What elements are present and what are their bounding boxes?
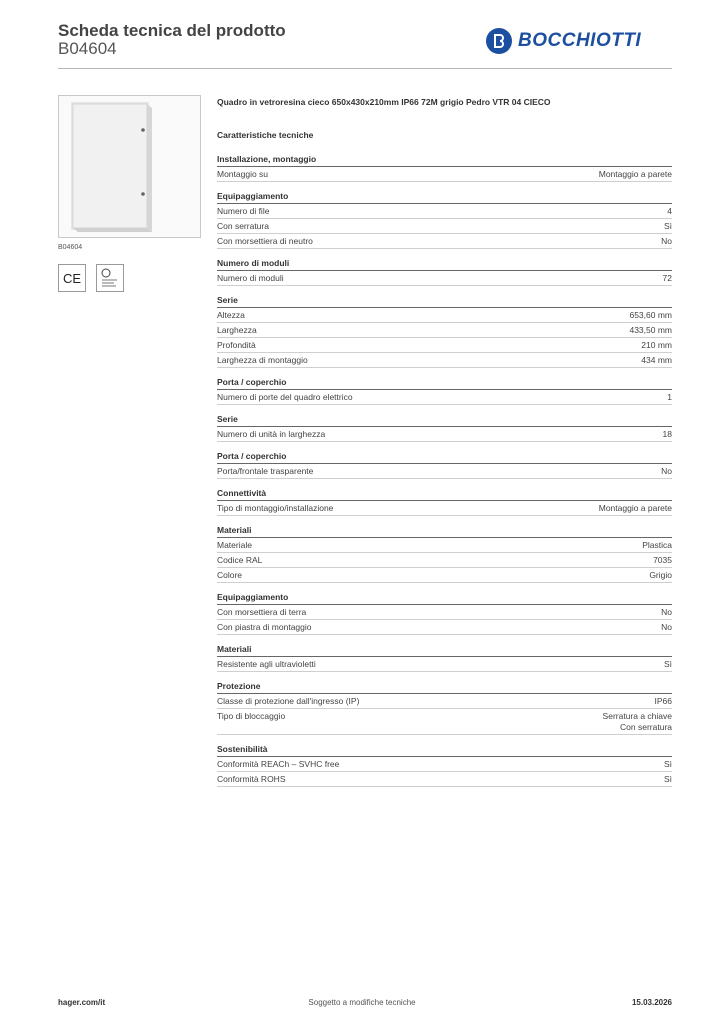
spec-group [217, 377, 672, 405]
spec-value: 653,60 mm [629, 309, 672, 320]
spec-group [217, 191, 672, 249]
product-code: B04604 [58, 39, 117, 58]
spec-value: Sì [663, 220, 672, 231]
spec-row [217, 204, 672, 219]
spec-row [217, 308, 672, 323]
spec-value: 1 [667, 391, 672, 402]
spec-row [217, 605, 672, 620]
spec-value: 210 mm [641, 339, 672, 350]
spec-group-title: Protezione [217, 681, 672, 694]
spec-label: Numero di moduli [217, 272, 284, 283]
spec-row [217, 568, 672, 583]
brand-logo-text: BOCCHIOTTI [518, 30, 642, 51]
spec-value: Sì [663, 773, 672, 784]
ce-mark-text: CE [62, 271, 82, 286]
spec-value: Serratura a chiave Con serratura [602, 710, 672, 732]
spec-row [217, 538, 672, 553]
spec-row [217, 501, 672, 516]
spec-label: Profondità [217, 339, 256, 350]
spec-value: Montaggio a parete [598, 168, 672, 179]
spec-value: Montaggio a parete [598, 502, 672, 513]
spec-row [217, 553, 672, 568]
spec-group-title: Materiali [217, 644, 672, 657]
spec-label: Larghezza [217, 324, 257, 335]
spec-group [217, 644, 672, 672]
spec-label: Numero di file [217, 205, 270, 216]
spec-group [217, 451, 672, 479]
spec-row [217, 338, 672, 353]
spec-value: Grigio [649, 569, 672, 580]
spec-group [217, 295, 672, 368]
spec-row [217, 427, 672, 442]
spec-value: 18 [662, 428, 672, 439]
spec-value: 72 [662, 272, 672, 283]
spec-row [217, 271, 672, 286]
certification-icon [96, 264, 124, 292]
spec-label: Numero di unità in larghezza [217, 428, 326, 439]
spec-label: Altezza [217, 309, 245, 320]
brand-logo-icon [486, 28, 512, 54]
spec-label: Colore [217, 569, 243, 580]
spec-value: No [661, 465, 672, 476]
spec-label: Con morsettiera di terra [217, 606, 307, 617]
spec-group [217, 258, 672, 286]
header-divider [58, 68, 672, 69]
spec-row [217, 620, 672, 635]
spec-group [217, 525, 672, 583]
spec-group-title: Installazione, montaggio [217, 154, 672, 167]
spec-value: 4 [667, 205, 672, 216]
spec-label: Montaggio su [217, 168, 269, 179]
spec-value: 433,50 mm [629, 324, 672, 335]
spec-label: Con piastra di montaggio [217, 621, 312, 632]
spec-group [217, 154, 672, 182]
spec-label: Larghezza di montaggio [217, 354, 308, 365]
spec-group-title: Connettività [217, 488, 672, 501]
spec-label: Numero di porte del quadro elettrico [217, 391, 353, 402]
spec-group-title: Numero di moduli [217, 258, 672, 271]
spec-label: Conformità ROHS [217, 773, 286, 784]
spec-row [217, 323, 672, 338]
footer-website: hager.com/it [58, 998, 106, 1007]
spec-row [217, 464, 672, 479]
spec-value: Sì [663, 758, 672, 769]
spec-label: Con morsettiera di neutro [217, 235, 313, 246]
spec-row [217, 772, 672, 787]
image-caption: B04604 [58, 244, 83, 251]
spec-value: No [661, 235, 672, 246]
spec-label: Classe di protezione dall'ingresso (IP) [217, 695, 360, 706]
brand-logo [486, 28, 641, 54]
spec-row [217, 167, 672, 182]
spec-group-title: Porta / coperchio [217, 377, 672, 390]
spec-label: Tipo di bloccaggio [217, 710, 286, 721]
spec-group-title: Equipaggiamento [217, 592, 672, 605]
spec-row [217, 709, 672, 735]
spec-label: Codice RAL [217, 554, 263, 565]
spec-groups [217, 154, 672, 787]
spec-group [217, 592, 672, 635]
spec-group [217, 488, 672, 516]
footer-date: 15.03.2026 [631, 998, 672, 1007]
technical-specs [217, 130, 672, 796]
spec-group [217, 414, 672, 442]
product-image [58, 95, 201, 238]
spec-label: Tipo di montaggio/installazione [217, 502, 334, 513]
specs-heading: Caratteristiche tecniche [217, 130, 314, 140]
spec-group-title: Sostenibilità [217, 744, 672, 757]
spec-value: No [661, 621, 672, 632]
spec-row [217, 657, 672, 672]
spec-value: No [661, 606, 672, 617]
spec-row [217, 234, 672, 249]
spec-group-title: Serie [217, 295, 672, 308]
spec-group-title: Equipaggiamento [217, 191, 672, 204]
page-title: Scheda tecnica del prodotto [58, 21, 286, 40]
spec-value: 434 mm [641, 354, 672, 365]
spec-label: Conformità REACh – SVHC free [217, 758, 340, 769]
spec-row [217, 694, 672, 709]
spec-group-title: Porta / coperchio [217, 451, 672, 464]
spec-group-title: Serie [217, 414, 672, 427]
product-title: Quadro in vetroresina cieco 650x430x210mm IP66 72M grigio Pedro VTR 04 CIECO [217, 97, 551, 107]
spec-group [217, 681, 672, 735]
spec-value: 7035 [653, 554, 672, 565]
spec-value: Sì [663, 658, 672, 669]
spec-group [217, 744, 672, 787]
spec-row [217, 219, 672, 234]
spec-row [217, 757, 672, 772]
spec-value: IP66 [654, 695, 672, 706]
spec-group-title: Materiali [217, 525, 672, 538]
footer-notice: Soggetto a modifiche tecniche [308, 998, 416, 1007]
spec-row [217, 353, 672, 368]
spec-label: Con serratura [217, 220, 269, 231]
spec-label: Porta/frontale trasparente [217, 465, 314, 476]
spec-label: Resistente agli ultravioletti [217, 658, 316, 669]
ce-mark-icon [58, 264, 86, 292]
spec-label: Materiale [217, 539, 252, 550]
spec-value: Plastica [642, 539, 672, 550]
spec-row [217, 390, 672, 405]
